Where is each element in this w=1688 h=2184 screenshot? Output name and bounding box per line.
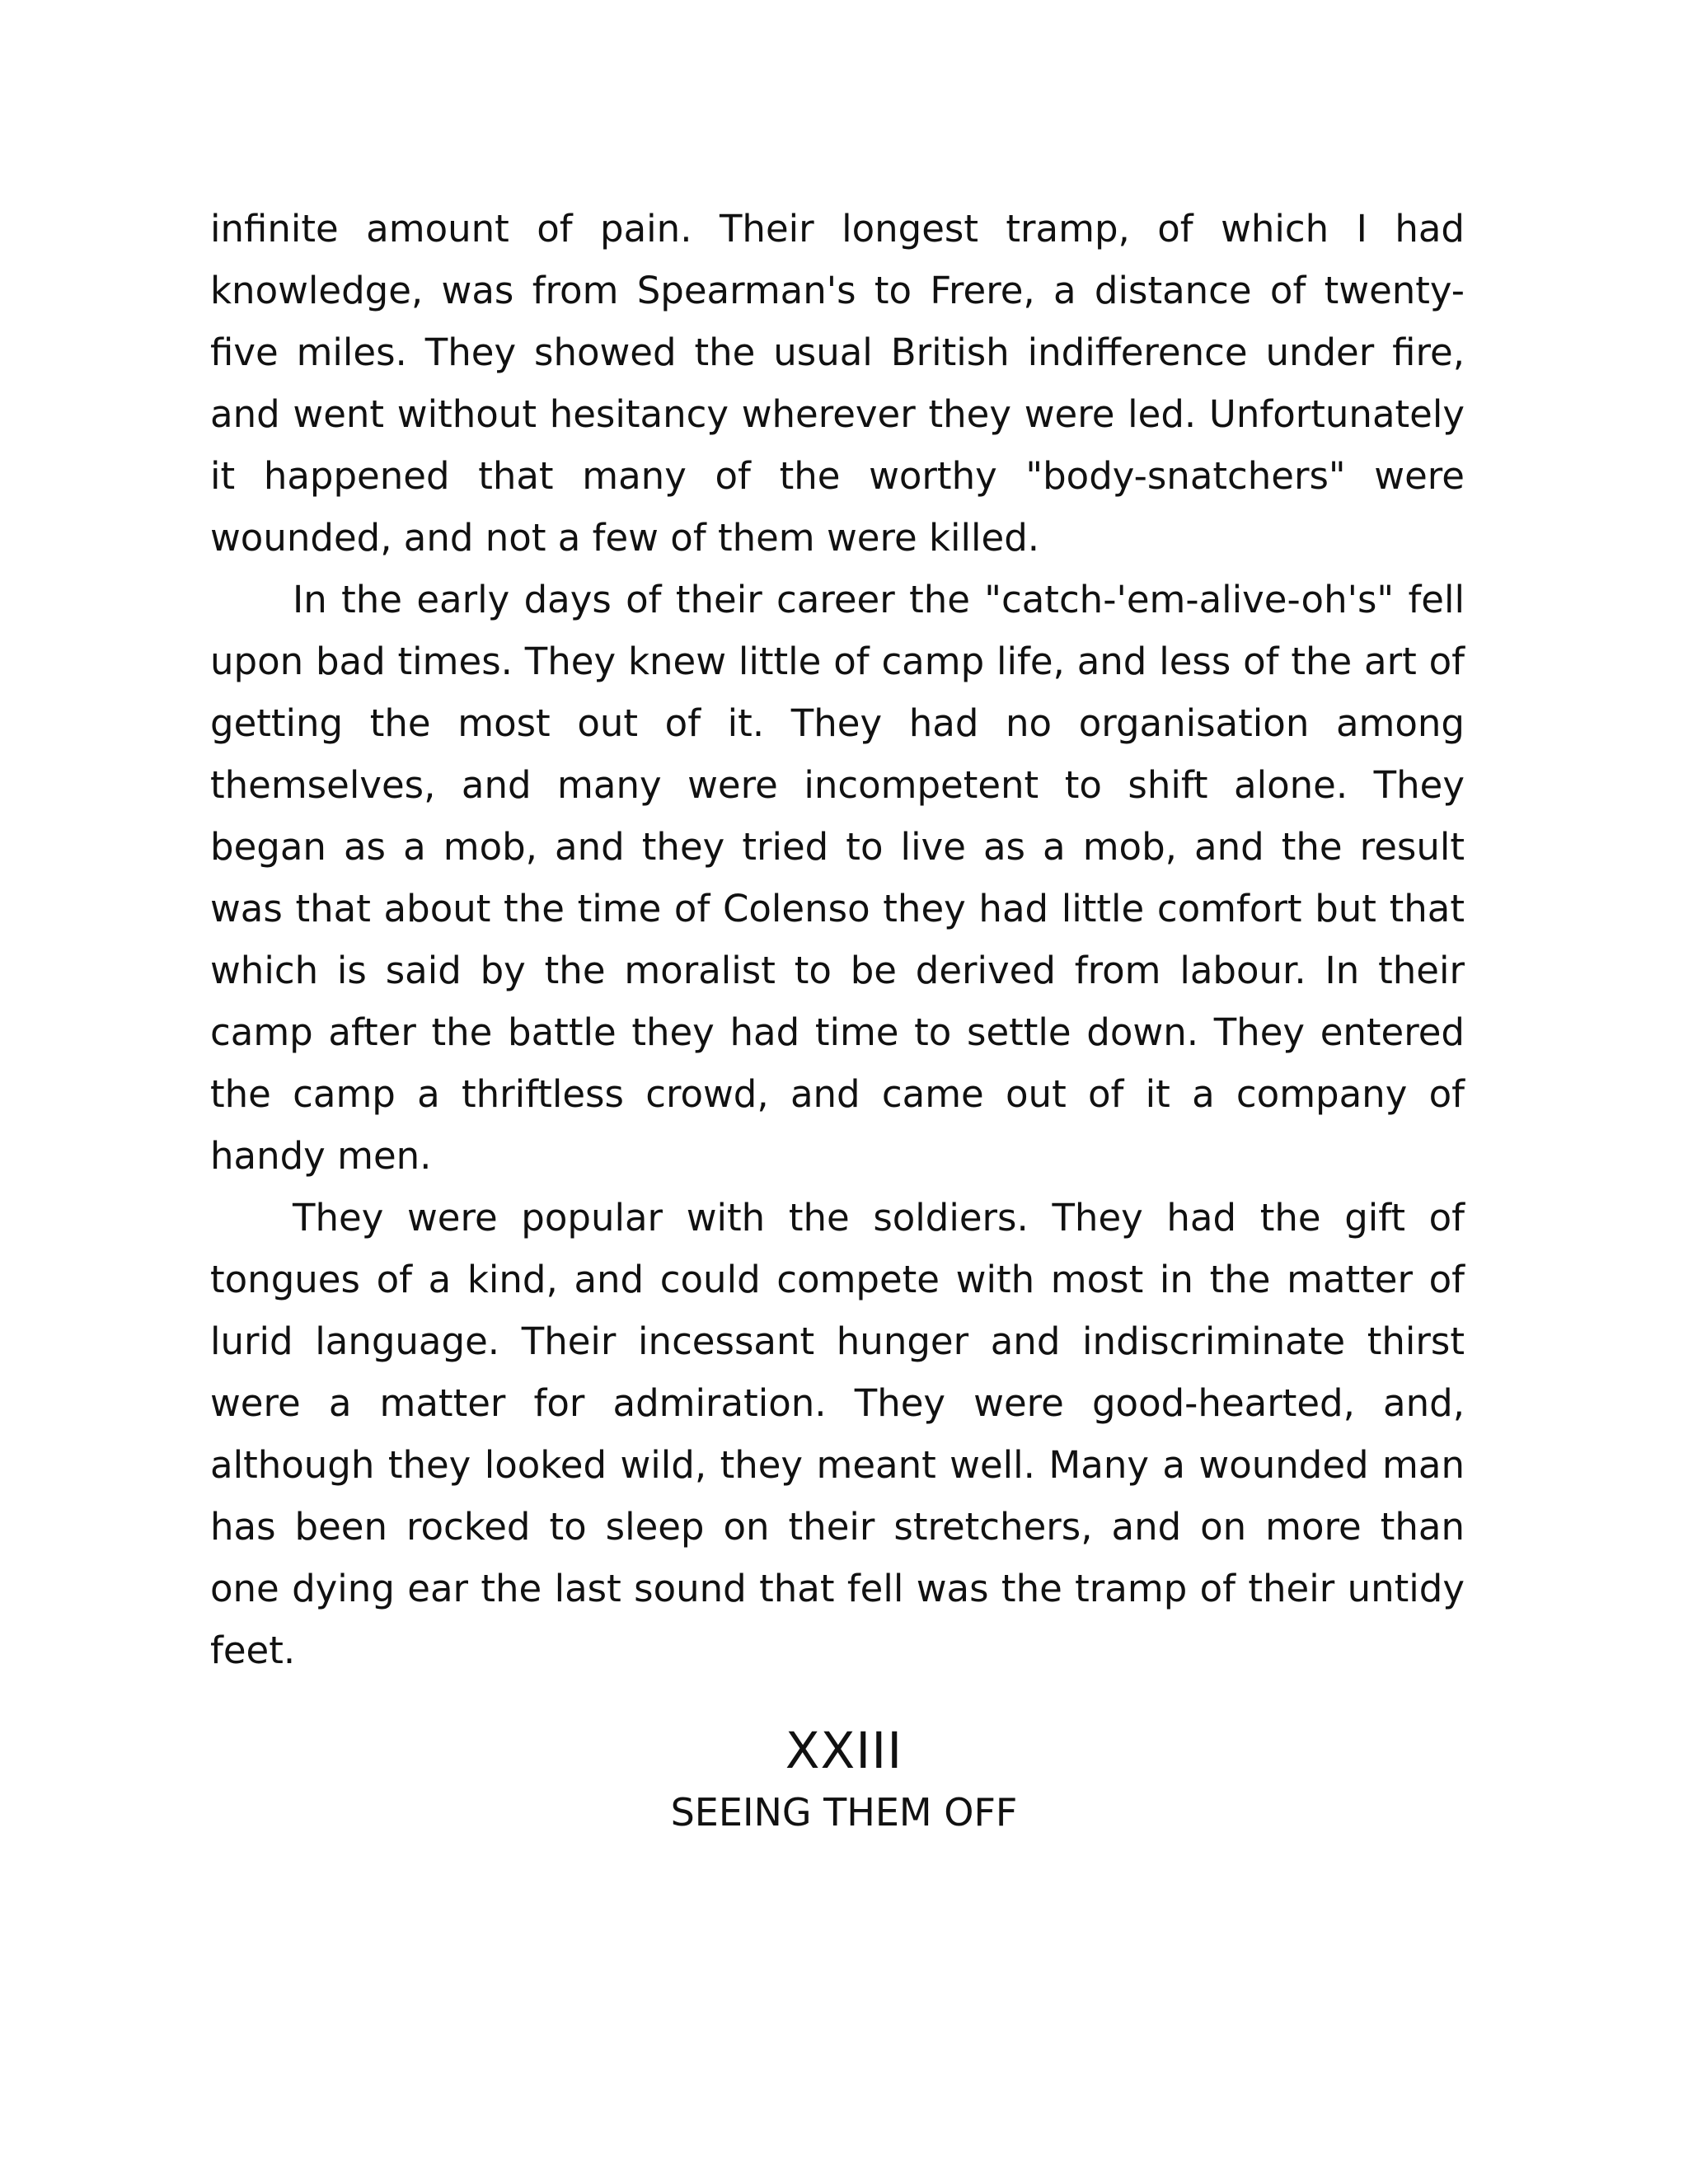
chapter-number: XXIII [785, 1722, 903, 1780]
paragraph-continuation: infinite amount of pain. Their longest tramp, of which I had knowledge, was from Spearman's to Frere, a distance of twenty-five miles. They showed the usual British indifference under fire, and went without hesitancy wherever they were led. Unfortunately it happened that many of the worthy "body-snatchers" were wounded, and not a few of them were killed. [210, 207, 1465, 560]
chapter-heading [0, 1718, 1688, 1839]
paragraph-catch-em-alive: In the early days of their career the "catch-'em-alive-oh's" fell upon bad times. They knew little of camp life, and less of the art of getting the most out of it. They had no organisation among themselves, and many were incompetent to shift alone. They began as a mob, and they tried to live as a mob, and the result was that about the time of Colenso they had little comfort but that which is said by the moralist to be derived from labour. In their camp after the battle they had time to settle down. They entered the camp a thriftless crowd, and came out of it a company of handy men. [210, 578, 1465, 1178]
chapter-title: SEEING THEM OFF [670, 1790, 1018, 1835]
body-text [210, 198, 1465, 1681]
paragraph-popular-with-soldiers: They were popular with the soldiers. They had the gift of tongues of a kind, and could compete with most in the matter of lurid language. Their incessant hunger and indiscriminate thirst were a matter for admiration. They were good-hearted, and, although they looked wild, they meant well. Many a wounded man has been rocked to sleep on their stretchers, and on more than one dying ear the last sound that fell was the tramp of their untidy feet. [210, 1196, 1465, 1672]
